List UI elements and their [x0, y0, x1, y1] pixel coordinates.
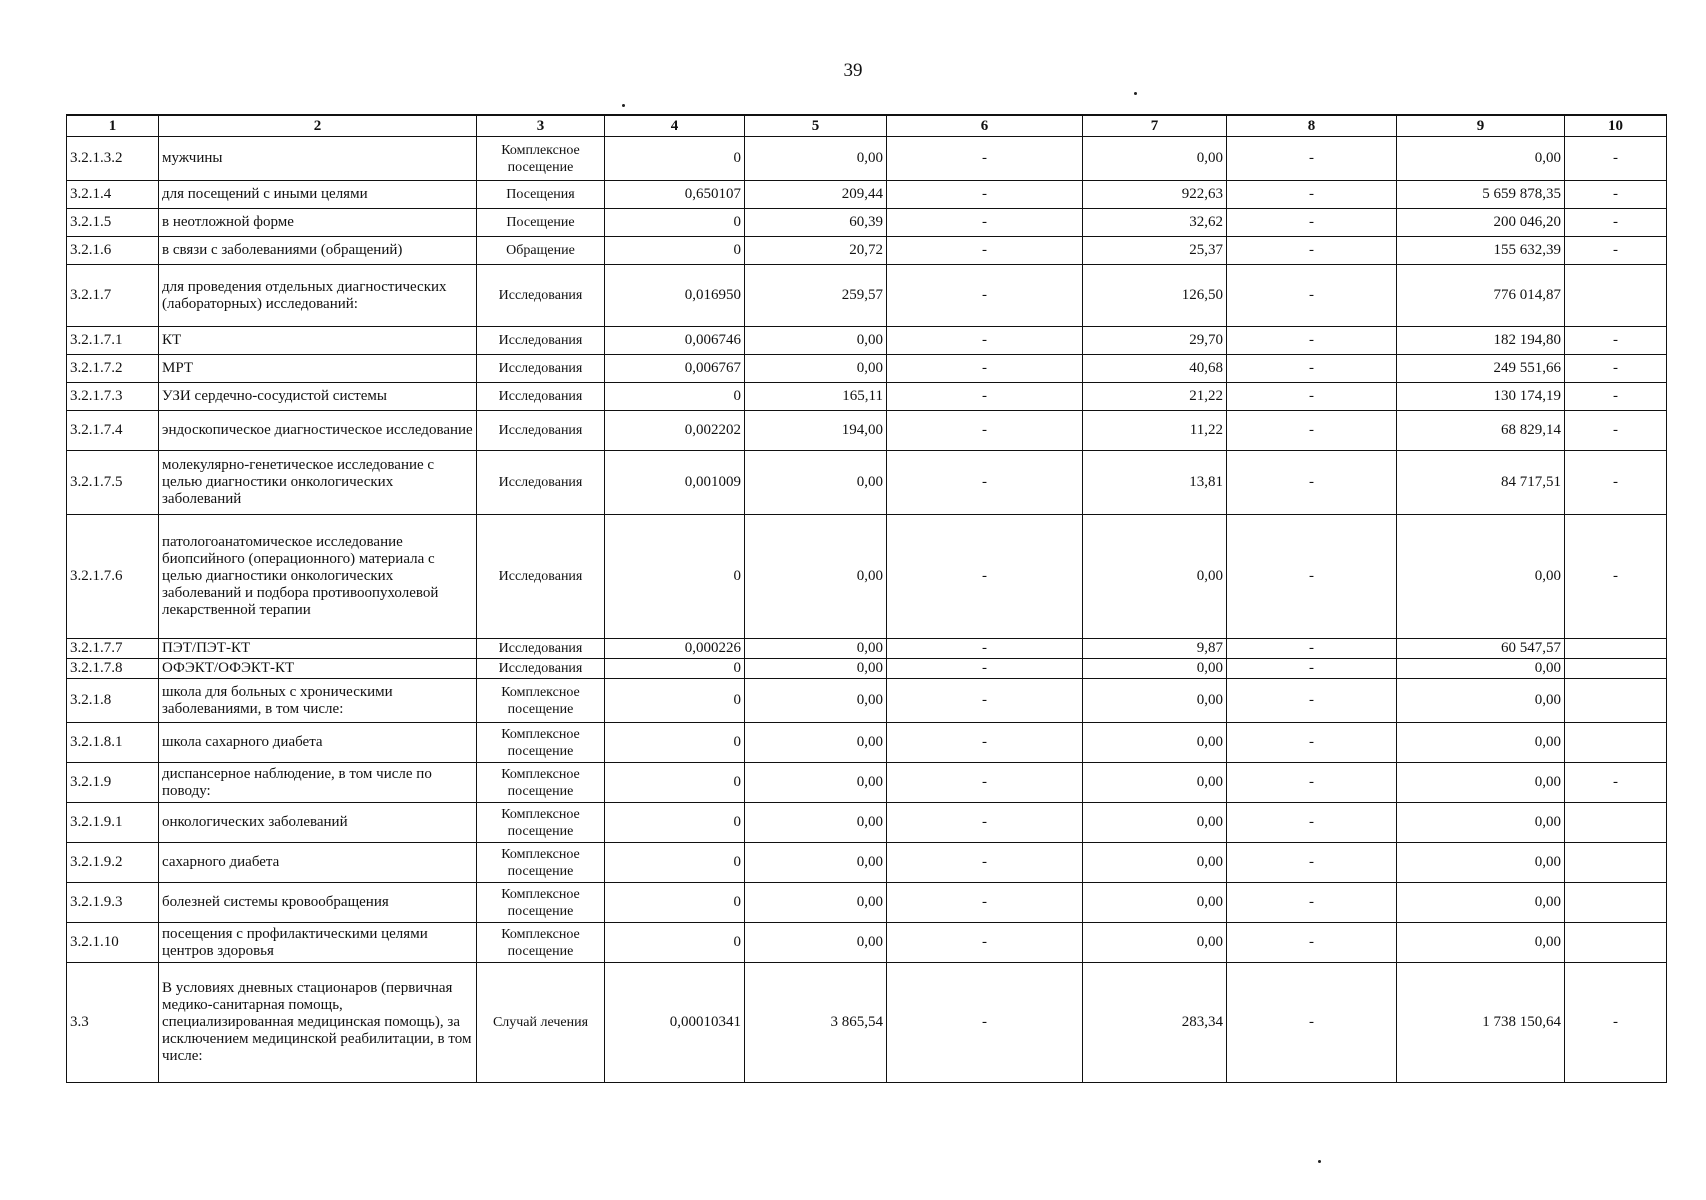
row-col5-value: 165,11: [745, 383, 887, 411]
row-col8-value: -: [1227, 265, 1397, 327]
row-col9-value: 182 194,80: [1397, 327, 1565, 355]
table-row: [67, 963, 1667, 1083]
row-col5-value: 60,39: [745, 209, 887, 237]
row-col10-value: -: [1565, 383, 1667, 411]
row-col6-value: -: [887, 383, 1083, 411]
row-col5-value: 0,00: [745, 137, 887, 181]
column-header-9: 9: [1397, 115, 1565, 137]
row-col5-value: 194,00: [745, 411, 887, 451]
row-col7-value: 0,00: [1083, 763, 1227, 803]
data-table: [66, 114, 1667, 1083]
row-col5-value: 3 865,54: [745, 963, 887, 1083]
row-code: 3.2.1.7.3: [67, 383, 159, 411]
row-col4-value: 0: [605, 679, 745, 723]
scan-speck: [1318, 1160, 1321, 1163]
row-col6-value: -: [887, 723, 1083, 763]
column-header-5: 5: [745, 115, 887, 137]
row-unit: Исследования: [477, 383, 605, 411]
row-col10-value: [1565, 265, 1667, 327]
row-col6-value: -: [887, 237, 1083, 265]
row-unit: Исследования: [477, 327, 605, 355]
row-col10-value: -: [1565, 181, 1667, 209]
row-col5-value: 0,00: [745, 679, 887, 723]
row-col10-value: [1565, 723, 1667, 763]
row-col5-value: 0,00: [745, 451, 887, 515]
row-col7-value: 9,87: [1083, 639, 1227, 659]
row-name: сахарного диабета: [159, 843, 477, 883]
row-col10-value: -: [1565, 763, 1667, 803]
row-col9-value: 0,00: [1397, 515, 1565, 639]
row-col10-value: [1565, 843, 1667, 883]
row-name: посещения с профилактическими целями центров здоровья: [159, 923, 477, 963]
row-col5-value: 0,00: [745, 763, 887, 803]
row-col10-value: -: [1565, 237, 1667, 265]
table-row: [67, 327, 1667, 355]
row-col4-value: 0: [605, 237, 745, 265]
row-col10-value: -: [1565, 355, 1667, 383]
column-header-1: 1: [67, 115, 159, 137]
column-header-7: 7: [1083, 115, 1227, 137]
scan-speck: [1134, 92, 1137, 95]
row-col4-value: 0,016950: [605, 265, 745, 327]
row-col6-value: -: [887, 639, 1083, 659]
row-col5-value: 209,44: [745, 181, 887, 209]
row-col5-value: 0,00: [745, 843, 887, 883]
row-col6-value: -: [887, 659, 1083, 679]
row-name: патологоанатомическое исследование биопсийного (операционного) материала с целью диагностики онкологических заболеваний и подбора противоопухолевой лекарственной терапии: [159, 515, 477, 639]
row-col8-value: -: [1227, 209, 1397, 237]
page-number: 39: [843, 60, 863, 81]
row-col7-value: 11,22: [1083, 411, 1227, 451]
row-col9-value: 0,00: [1397, 723, 1565, 763]
row-col10-value: -: [1565, 327, 1667, 355]
row-col4-value: 0,002202: [605, 411, 745, 451]
row-col4-value: 0,006746: [605, 327, 745, 355]
row-col8-value: -: [1227, 883, 1397, 923]
row-col8-value: -: [1227, 679, 1397, 723]
row-col6-value: -: [887, 451, 1083, 515]
row-name: для проведения отдельных диагностических (лабораторных) исследований:: [159, 265, 477, 327]
table-row: [67, 723, 1667, 763]
row-name: УЗИ сердечно-сосудистой системы: [159, 383, 477, 411]
row-unit: Исследования: [477, 355, 605, 383]
row-code: 3.2.1.7.5: [67, 451, 159, 515]
row-col6-value: -: [887, 181, 1083, 209]
row-name: эндоскопическое диагностическое исследование: [159, 411, 477, 451]
row-name: школа сахарного диабета: [159, 723, 477, 763]
row-col4-value: 0: [605, 883, 745, 923]
row-col6-value: -: [887, 411, 1083, 451]
row-name: КТ: [159, 327, 477, 355]
column-header-3: 3: [477, 115, 605, 137]
row-code: 3.2.1.5: [67, 209, 159, 237]
row-col6-value: -: [887, 679, 1083, 723]
row-col9-value: 130 174,19: [1397, 383, 1565, 411]
row-col6-value: -: [887, 843, 1083, 883]
row-col4-value: 0,650107: [605, 181, 745, 209]
row-unit: Комплексное посещение: [477, 883, 605, 923]
row-col8-value: -: [1227, 843, 1397, 883]
row-col10-value: [1565, 639, 1667, 659]
row-col9-value: 68 829,14: [1397, 411, 1565, 451]
row-col4-value: 0: [605, 843, 745, 883]
row-code: 3.3: [67, 963, 159, 1083]
row-col5-value: 0,00: [745, 883, 887, 923]
row-col9-value: 60 547,57: [1397, 639, 1565, 659]
row-unit: Комплексное посещение: [477, 137, 605, 181]
row-col7-value: 0,00: [1083, 923, 1227, 963]
row-col7-value: 283,34: [1083, 963, 1227, 1083]
row-col7-value: 40,68: [1083, 355, 1227, 383]
row-col7-value: 0,00: [1083, 659, 1227, 679]
row-col6-value: -: [887, 763, 1083, 803]
row-unit: Исследования: [477, 659, 605, 679]
row-unit: Посещения: [477, 181, 605, 209]
row-col9-value: 0,00: [1397, 803, 1565, 843]
row-col9-value: 5 659 878,35: [1397, 181, 1565, 209]
table-row: [67, 383, 1667, 411]
table-row: [67, 355, 1667, 383]
row-code: 3.2.1.8: [67, 679, 159, 723]
row-col9-value: 776 014,87: [1397, 265, 1565, 327]
row-col7-value: 0,00: [1083, 723, 1227, 763]
row-col10-value: -: [1565, 411, 1667, 451]
column-header-8: 8: [1227, 115, 1397, 137]
row-col6-value: -: [887, 265, 1083, 327]
row-col8-value: -: [1227, 383, 1397, 411]
row-col9-value: 0,00: [1397, 923, 1565, 963]
row-unit: Комплексное посещение: [477, 923, 605, 963]
row-name: МРТ: [159, 355, 477, 383]
row-col8-value: -: [1227, 639, 1397, 659]
row-col7-value: 0,00: [1083, 515, 1227, 639]
row-col8-value: -: [1227, 137, 1397, 181]
row-col7-value: 32,62: [1083, 209, 1227, 237]
row-code: 3.2.1.9.1: [67, 803, 159, 843]
row-col8-value: -: [1227, 963, 1397, 1083]
row-col9-value: 84 717,51: [1397, 451, 1565, 515]
row-col6-value: -: [887, 803, 1083, 843]
table-row: [67, 265, 1667, 327]
row-col10-value: [1565, 883, 1667, 923]
row-code: 3.2.1.7.1: [67, 327, 159, 355]
row-col9-value: 0,00: [1397, 883, 1565, 923]
row-col6-value: -: [887, 515, 1083, 639]
row-col4-value: 0: [605, 803, 745, 843]
row-col9-value: 0,00: [1397, 679, 1565, 723]
table-header-row: [67, 115, 1667, 137]
row-col4-value: 0: [605, 515, 745, 639]
row-col4-value: 0: [605, 209, 745, 237]
row-code: 3.2.1.7: [67, 265, 159, 327]
table-row: [67, 923, 1667, 963]
row-name: для посещений с иными целями: [159, 181, 477, 209]
row-col4-value: 0: [605, 383, 745, 411]
row-col8-value: -: [1227, 723, 1397, 763]
row-col6-value: -: [887, 327, 1083, 355]
row-col5-value: 259,57: [745, 265, 887, 327]
row-col5-value: 0,00: [745, 923, 887, 963]
row-col10-value: [1565, 803, 1667, 843]
row-col5-value: 0,00: [745, 355, 887, 383]
row-col9-value: 0,00: [1397, 763, 1565, 803]
table-row: [67, 763, 1667, 803]
row-code: 3.2.1.7.4: [67, 411, 159, 451]
column-header-10: 10: [1565, 115, 1667, 137]
row-code: 3.2.1.8.1: [67, 723, 159, 763]
row-col7-value: 29,70: [1083, 327, 1227, 355]
table-row: [67, 515, 1667, 639]
row-name: болезней системы кровообращения: [159, 883, 477, 923]
row-col7-value: 13,81: [1083, 451, 1227, 515]
table-row: [67, 237, 1667, 265]
row-col8-value: -: [1227, 803, 1397, 843]
row-col9-value: 1 738 150,64: [1397, 963, 1565, 1083]
row-col8-value: -: [1227, 327, 1397, 355]
row-code: 3.2.1.6: [67, 237, 159, 265]
row-unit: Исследования: [477, 265, 605, 327]
row-col6-value: -: [887, 355, 1083, 383]
row-col7-value: 0,00: [1083, 883, 1227, 923]
row-code: 3.2.1.3.2: [67, 137, 159, 181]
row-col8-value: -: [1227, 515, 1397, 639]
row-name: в неотложной форме: [159, 209, 477, 237]
row-name: диспансерное наблюдение, в том числе по поводу:: [159, 763, 477, 803]
row-name: мужчины: [159, 137, 477, 181]
row-col5-value: 0,00: [745, 723, 887, 763]
table-row: [67, 843, 1667, 883]
table-row: [67, 639, 1667, 659]
row-col4-value: 0,006767: [605, 355, 745, 383]
row-name: школа для больных с хроническими заболеваниями, в том числе:: [159, 679, 477, 723]
row-unit: Комплексное посещение: [477, 803, 605, 843]
row-col4-value: 0: [605, 137, 745, 181]
table-row: [67, 803, 1667, 843]
row-col4-value: 0: [605, 659, 745, 679]
row-col4-value: 0,00010341: [605, 963, 745, 1083]
row-unit: Комплексное посещение: [477, 843, 605, 883]
row-col4-value: 0: [605, 763, 745, 803]
row-col7-value: 0,00: [1083, 843, 1227, 883]
row-col7-value: 0,00: [1083, 679, 1227, 723]
row-unit: Обращение: [477, 237, 605, 265]
row-code: 3.2.1.7.7: [67, 639, 159, 659]
row-col9-value: 200 046,20: [1397, 209, 1565, 237]
row-name: ОФЭКТ/ОФЭКТ-КТ: [159, 659, 477, 679]
row-col7-value: 126,50: [1083, 265, 1227, 327]
table-row: [67, 679, 1667, 723]
row-unit: Комплексное посещение: [477, 763, 605, 803]
row-col10-value: -: [1565, 515, 1667, 639]
row-col8-value: -: [1227, 181, 1397, 209]
row-col9-value: 0,00: [1397, 137, 1565, 181]
row-col6-value: -: [887, 883, 1083, 923]
table-row: [67, 451, 1667, 515]
table-row: [67, 659, 1667, 679]
row-col8-value: -: [1227, 355, 1397, 383]
row-code: 3.2.1.9.2: [67, 843, 159, 883]
row-col4-value: 0: [605, 723, 745, 763]
row-col4-value: 0,001009: [605, 451, 745, 515]
row-code: 3.2.1.7.6: [67, 515, 159, 639]
row-col10-value: [1565, 923, 1667, 963]
row-col7-value: 922,63: [1083, 181, 1227, 209]
row-unit: Комплексное посещение: [477, 723, 605, 763]
row-col10-value: -: [1565, 451, 1667, 515]
row-code: 3.2.1.7.8: [67, 659, 159, 679]
row-col7-value: 0,00: [1083, 803, 1227, 843]
table-row: [67, 209, 1667, 237]
table-body: [67, 137, 1667, 1083]
row-name: молекулярно-генетическое исследование с целью диагностики онкологических заболеваний: [159, 451, 477, 515]
row-col5-value: 0,00: [745, 327, 887, 355]
row-unit: Комплексное посещение: [477, 679, 605, 723]
row-col8-value: -: [1227, 659, 1397, 679]
row-col4-value: 0,000226: [605, 639, 745, 659]
row-col7-value: 25,37: [1083, 237, 1227, 265]
row-name: В условиях дневных стационаров (первичная медико-санитарная помощь, специализированная медицинская помощь), за исключением медицинской реабилитации, в том числе:: [159, 963, 477, 1083]
row-col5-value: 0,00: [745, 659, 887, 679]
row-code: 3.2.1.10: [67, 923, 159, 963]
row-col10-value: [1565, 679, 1667, 723]
row-name: онкологических заболеваний: [159, 803, 477, 843]
row-name: в связи с заболеваниями (обращений): [159, 237, 477, 265]
row-col5-value: 0,00: [745, 639, 887, 659]
column-header-4: 4: [605, 115, 745, 137]
row-col6-value: -: [887, 137, 1083, 181]
table-row: [67, 411, 1667, 451]
row-col9-value: 0,00: [1397, 843, 1565, 883]
row-code: 3.2.1.7.2: [67, 355, 159, 383]
column-header-6: 6: [887, 115, 1083, 137]
row-col6-value: -: [887, 963, 1083, 1083]
row-unit: Исследования: [477, 411, 605, 451]
row-code: 3.2.1.9.3: [67, 883, 159, 923]
row-col9-value: 155 632,39: [1397, 237, 1565, 265]
row-col4-value: 0: [605, 923, 745, 963]
row-col8-value: -: [1227, 411, 1397, 451]
table-row: [67, 181, 1667, 209]
row-col8-value: -: [1227, 923, 1397, 963]
row-col5-value: 0,00: [745, 803, 887, 843]
row-col10-value: -: [1565, 963, 1667, 1083]
row-col7-value: 21,22: [1083, 383, 1227, 411]
row-col8-value: -: [1227, 763, 1397, 803]
scan-speck: [622, 104, 625, 107]
row-col5-value: 20,72: [745, 237, 887, 265]
table-row: [67, 883, 1667, 923]
row-col6-value: -: [887, 209, 1083, 237]
row-unit: Посещение: [477, 209, 605, 237]
row-col8-value: -: [1227, 237, 1397, 265]
row-col5-value: 0,00: [745, 515, 887, 639]
row-unit: Случай лечения: [477, 963, 605, 1083]
table-row: [67, 137, 1667, 181]
column-header-2: 2: [159, 115, 477, 137]
row-unit: Исследования: [477, 639, 605, 659]
row-col10-value: -: [1565, 209, 1667, 237]
row-col10-value: [1565, 659, 1667, 679]
row-col9-value: 0,00: [1397, 659, 1565, 679]
row-code: 3.2.1.9: [67, 763, 159, 803]
row-unit: Исследования: [477, 451, 605, 515]
row-code: 3.2.1.4: [67, 181, 159, 209]
row-unit: Исследования: [477, 515, 605, 639]
row-col10-value: -: [1565, 137, 1667, 181]
row-col9-value: 249 551,66: [1397, 355, 1565, 383]
row-name: ПЭТ/ПЭТ-КТ: [159, 639, 477, 659]
row-col7-value: 0,00: [1083, 137, 1227, 181]
row-col8-value: -: [1227, 451, 1397, 515]
row-col6-value: -: [887, 923, 1083, 963]
